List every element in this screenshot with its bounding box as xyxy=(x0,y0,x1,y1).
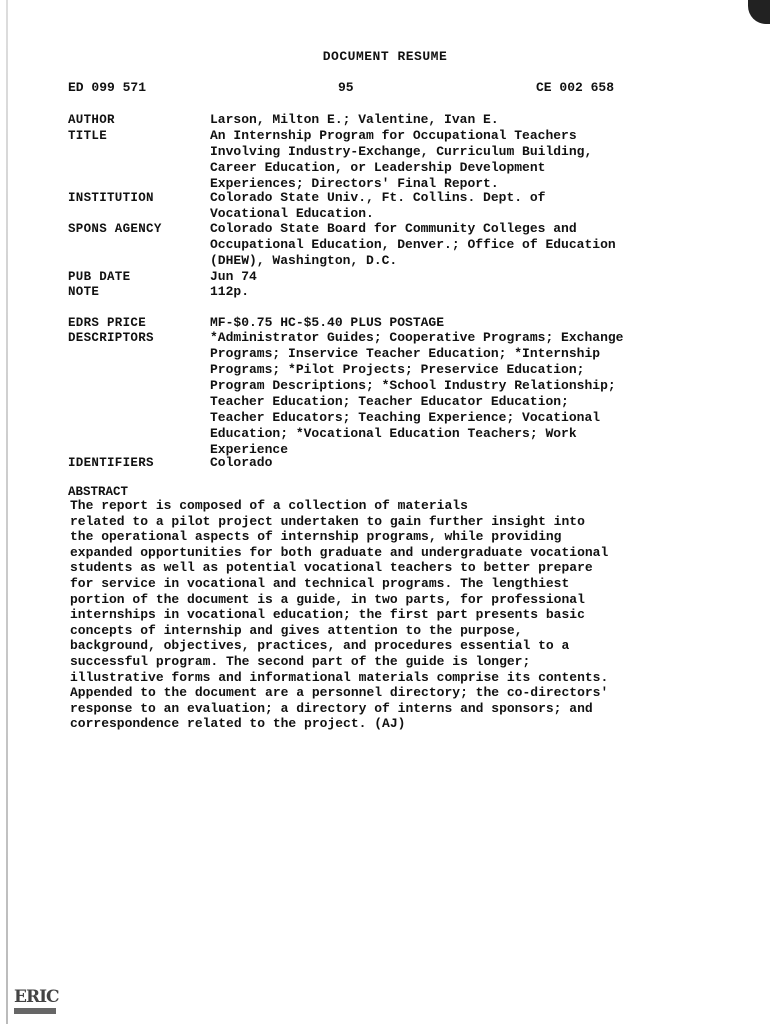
pub-date-value: Jun 74 xyxy=(210,269,257,284)
author-value: Larson, Milton E.; Valentine, Ivan E. xyxy=(210,112,499,127)
spons-agency-value: Colorado State Board for Community Colleges and Occupational Education, Denver.; Office of Education (DHEW), Washington, D.C. xyxy=(210,221,616,268)
spons-agency-label: SPONS AGENCY xyxy=(68,222,162,236)
edrs-price-label: EDRS PRICE xyxy=(68,316,147,330)
identifiers-value: Colorado xyxy=(210,455,273,470)
eric-logo xyxy=(14,975,58,1015)
descriptors-value: *Administrator Guides; Cooperative Programs; Exchange Programs; Inservice Teacher Education; *Internship Programs; *Pilot Projects; Preservice Education; Program Descriptions; *School Industry Relationship; Teacher Education; Teacher Educator Education; Teacher Educators; Teaching Experience; Vocational Education; *Vocational Education Teachers; Work Experience xyxy=(210,330,624,457)
ed-number: ED 099 571 xyxy=(68,80,147,95)
note-label: NOTE xyxy=(68,285,100,299)
edrs-price-value: MF-$0.75 HC-$5.40 PLUS POSTAGE xyxy=(210,315,445,330)
abstract-text: The report is composed of a collection of materials related to a pilot project undertaken to gain further insight into the operational aspects of internship programs, while providing expanded opportunities for both graduate and undergraduate vocational students as well as potential vocational teachers to better prepare for service in vocational and technical programs. The lengthiest portion of the document is a guide, in two parts, for professional internships in vocational education; the first part presents basic concepts of internship and gives attention to the purpose, background, objectives, practices, and procedures essential to a successful program. The second part of the guide is longer; illustrative forms and informational materials comprise its contents. Appended to the document are a personnel directory; the co-directors' response to an evaluation; a directory of interns and sponsors; and correspondence related to the project. (AJ) xyxy=(70,498,609,732)
ce-number: CE 002 658 xyxy=(536,80,615,95)
pub-date-label: PUB DATE xyxy=(68,270,131,284)
title-value: An Internship Program for Occupational Teachers Involving Industry-Exchange, Curriculum Building, Career Education, or Leadership Development Experiences; Directors' Final Report. xyxy=(210,128,593,191)
descriptors-label: DESCRIPTORS xyxy=(68,331,154,345)
title-label: TITLE xyxy=(68,129,108,143)
page-edge-line xyxy=(6,0,8,1024)
identifiers-label: IDENTIFIERS xyxy=(68,456,154,470)
institution-label: INSTITUTION xyxy=(68,191,154,205)
document-title: DOCUMENT RESUME xyxy=(322,49,448,64)
center-number: 95 xyxy=(338,80,354,95)
page-corner-shadow xyxy=(748,0,770,24)
abstract-label: ABSTRACT xyxy=(68,485,129,499)
institution-value: Colorado State Univ., Ft. Collins. Dept. of Vocational Education. xyxy=(210,190,546,221)
author-label: AUTHOR xyxy=(68,113,115,127)
eric-logo-bar xyxy=(14,1008,56,1014)
note-value: 112p. xyxy=(210,284,250,299)
eric-logo-text: ERIC xyxy=(14,987,59,1007)
